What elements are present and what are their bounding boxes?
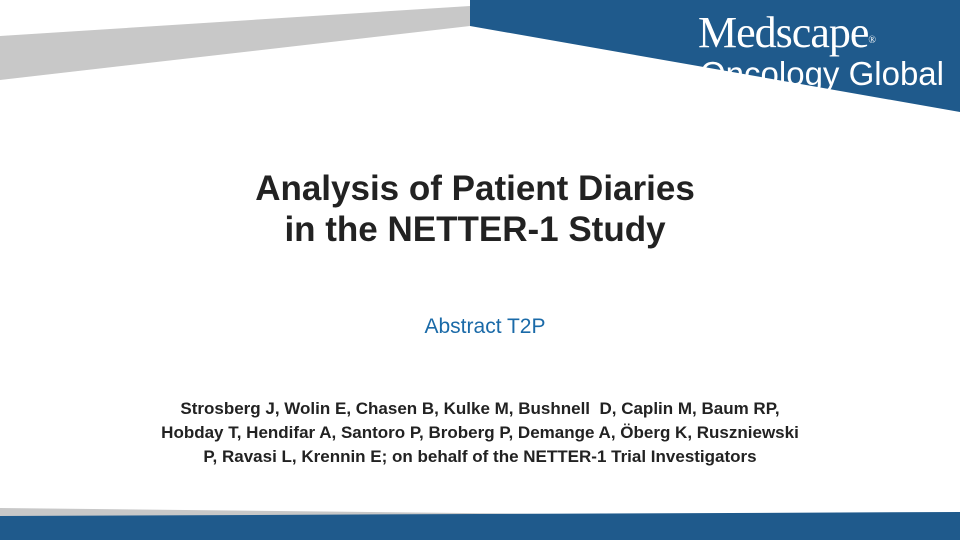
trademark-symbol: ® bbox=[868, 35, 875, 46]
authors-line-1: Strosberg J, Wolin E, Chasen B, Kulke M, Bushnell D, Caplin M, Baum RP, bbox=[180, 399, 780, 418]
slide-title bbox=[130, 168, 820, 250]
banner-gray-stripe bbox=[0, 6, 470, 80]
author-list bbox=[90, 397, 870, 469]
authors-line-2: Hobday T, Hendifar A, Santoro P, Broberg P, Demange A, Öberg K, Ruszniewski bbox=[161, 423, 799, 442]
abstract-label: Abstract T2P bbox=[424, 315, 546, 338]
footer-bar bbox=[0, 508, 960, 540]
logo-primary-text: Medscape® bbox=[698, 8, 875, 57]
authors-line-3: P, Ravasi L, Krennin E; on behalf of the NETTER-1 Trial Investigators bbox=[203, 447, 757, 466]
title-line-2: in the NETTER-1 Study bbox=[284, 210, 666, 249]
logo-secondary-text: Oncology Global bbox=[700, 55, 944, 92]
medscape-oncology-logo bbox=[698, 10, 944, 92]
title-line-1: Analysis of Patient Diaries bbox=[255, 169, 695, 208]
footer-blue-band bbox=[0, 512, 960, 540]
